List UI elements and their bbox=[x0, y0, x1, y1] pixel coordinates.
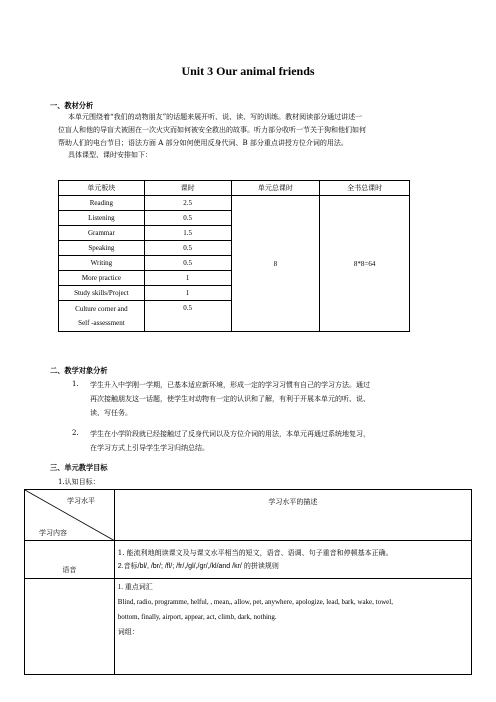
description-line: bottom, finally, airport, appear, act, climb, dark, nothing. bbox=[117, 613, 277, 621]
paragraph-line: 帮助人们的电台节目；语法方面 A 部分如何使用反身代词、B 部分重点讲授方位介词的用法。 bbox=[58, 139, 348, 147]
description-line: 1. 能流利地朗读课文及与课文水平相当的短文，语音、语调、句子重音和停顿基本正确。 bbox=[117, 548, 393, 557]
module-cell: Study skills/Project bbox=[59, 286, 145, 301]
module-cell: Grammar bbox=[59, 226, 145, 241]
module-line: Culture corner and bbox=[75, 305, 128, 313]
description-line: 2.音标/bl/, /br/; /fl/; /fr/,/gl/,/gr/,/kl/and /kr/ 的拼读规则 bbox=[117, 562, 279, 570]
module-cell: More practice bbox=[59, 271, 145, 286]
description-line: 1. 重点词汇 bbox=[117, 583, 153, 591]
schedule-intro: 具体课型、课时安排如下： bbox=[68, 151, 152, 159]
table-row bbox=[25, 579, 472, 675]
description-line: 词组： bbox=[117, 628, 139, 636]
subsection-label: 1.认知目标： bbox=[58, 478, 100, 486]
hours-cell: 0.5 bbox=[144, 256, 231, 271]
description-line: Blind, radio, programme, helful, , mean,, allow, pet, anywhere, apologize, lead, bark, wake, towel, bbox=[117, 598, 393, 606]
diagonal-header-cell bbox=[25, 490, 115, 541]
hours-cell: 1 bbox=[144, 286, 231, 301]
description-cell bbox=[114, 541, 471, 579]
book-total-cell: 8*8=64 bbox=[320, 196, 410, 332]
document-title: Unit 3 Our animal friends bbox=[181, 64, 315, 78]
list-item-line: 学生在小学阶段就已经接触过了反身代词以及方位介词的用法，本单元再通过系统地复习， bbox=[90, 430, 370, 438]
table-row bbox=[25, 541, 472, 579]
unit-total-cell: 8 bbox=[231, 196, 320, 332]
module-cell: Listening bbox=[59, 211, 145, 226]
schedule-table bbox=[58, 180, 410, 332]
list-item-line: 学生升入中学刚一学期，已基本适应新环境，形成一定的学习习惯有自己的学习方法。通过 bbox=[90, 381, 370, 389]
module-cell: Writing bbox=[59, 256, 145, 271]
section-heading-textbook-analysis: 一、教材分析 bbox=[50, 101, 94, 110]
corner-bottom-label: 学习内容 bbox=[39, 529, 67, 537]
table-header: 学习水平的描述 bbox=[114, 490, 471, 541]
table-header: 全书总课时 bbox=[320, 181, 410, 196]
corner-top-label: 学习水平 bbox=[67, 497, 95, 505]
module-cell: Speaking bbox=[59, 241, 145, 256]
hours-cell: 0.5 bbox=[144, 211, 231, 226]
table-header: 课时 bbox=[144, 181, 231, 196]
table-header: 单元板块 bbox=[59, 181, 145, 196]
table-header-row bbox=[25, 490, 472, 541]
list-item-number: 1. bbox=[72, 380, 79, 388]
content-cell: 语音 bbox=[25, 541, 115, 579]
hours-cell: 0.5 bbox=[144, 301, 231, 332]
module-cell: Reading bbox=[59, 196, 145, 211]
list-item-line: 读、写任务。 bbox=[90, 409, 132, 417]
module-cell bbox=[59, 301, 145, 332]
section-heading-student-analysis: 二、教学对象分析 bbox=[50, 366, 108, 375]
hours-cell: 1 bbox=[144, 271, 231, 286]
table-header: 单元总课时 bbox=[231, 181, 320, 196]
goals-table bbox=[24, 489, 472, 675]
hours-cell: 0.5 bbox=[144, 241, 231, 256]
content-cell bbox=[25, 579, 115, 675]
list-item-line: 再次接触朋友这一话题，使学生对动物有一定的认识和了解，有利于开展本单元的听、说、 bbox=[90, 395, 370, 403]
table-row bbox=[59, 196, 410, 211]
paragraph-line: 本单元围绕着“我们的动物朋友”的话题来展开听、说、读、写的训练。教材阅读部分通过讲述一 bbox=[68, 113, 363, 121]
list-item-number: 2. bbox=[72, 429, 79, 437]
module-line: Self -assessment bbox=[78, 319, 125, 327]
hours-cell: 2.5 bbox=[144, 196, 231, 211]
section-heading-teaching-goals: 三、单元教学目标 bbox=[50, 463, 108, 472]
paragraph-line: 位盲人和他的导盲犬被困在一次火灾而如何被安全救出的故事。听力部分收听一节关于狗和他们如何 bbox=[58, 126, 366, 134]
list-item-line: 在学习方式上引导学生学习归纳总结。 bbox=[90, 444, 209, 452]
description-cell bbox=[114, 579, 471, 675]
table-header-row bbox=[59, 181, 410, 196]
hours-cell: 1.5 bbox=[144, 226, 231, 241]
